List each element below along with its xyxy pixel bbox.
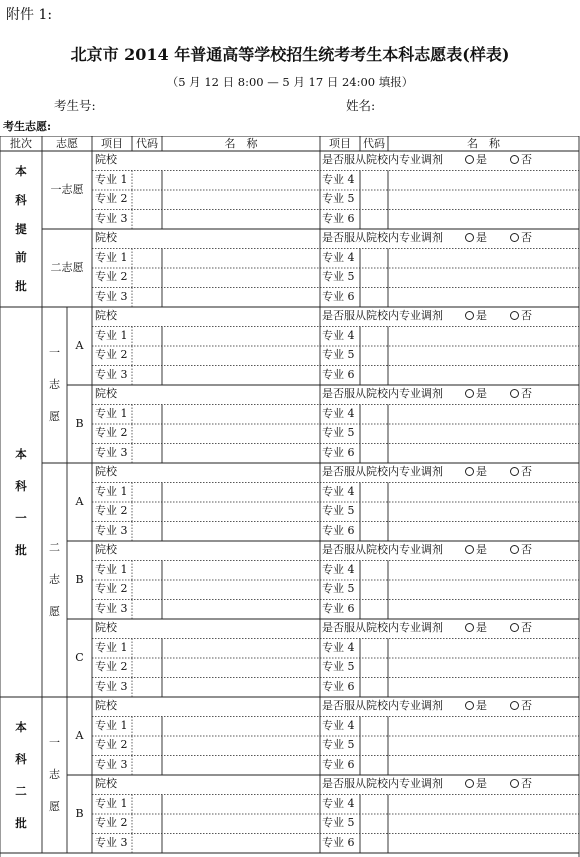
sub-choice-letter: B [75,573,84,586]
adjust-no-radio[interactable] [510,154,532,165]
major-row-label: 专业 6 [322,601,355,615]
major-row-label: 专业 1 [95,250,128,264]
header-choice: 志愿 [56,137,78,150]
sub-choice-letter: A [75,339,84,352]
header-name-right: 名 称 [467,137,500,150]
radio-circle-icon [510,545,519,554]
major-row-label: 专业 3 [95,289,128,303]
adjust-no-label: 否 [521,387,532,400]
choice-label: 一 志 愿 [49,346,60,423]
major-row-label: 专业 5 [322,660,355,673]
adjust-yes-radio[interactable] [465,310,487,321]
major-row-label: 专业 6 [322,445,355,459]
major-row-label: 专业 6 [322,523,355,537]
batch-label: 本 科 二 批 [15,720,27,830]
adjust-question: 是否服从院校内专业调剂 [322,543,443,556]
major-row-label: 专业 6 [322,289,355,303]
adjust-yes-label: 是 [476,777,487,790]
header-code: 代码 [136,137,158,150]
header-code-right: 代码 [363,137,385,150]
adjust-no-label: 否 [521,309,532,322]
adjust-no-radio[interactable] [510,232,532,243]
major-row-label: 专业 4 [322,328,355,342]
major-row-label: 专业 4 [322,640,355,654]
radio-circle-icon [465,233,474,242]
adjust-question: 是否服从院校内专业调剂 [322,621,443,634]
major-row-label: 专业 1 [95,640,128,654]
major-row-label: 专业 3 [95,601,128,615]
major-row-label: 专业 3 [95,523,128,537]
adjust-question: 是否服从院校内专业调剂 [322,465,443,478]
radio-circle-icon [465,623,474,632]
major-row-label: 专业 2 [95,270,128,283]
choice-label: 二志愿 [50,261,84,274]
college-row-label: 院校 [95,387,117,400]
section-label: 考生志愿: [3,120,52,133]
adjust-no-radio[interactable] [510,310,532,321]
batch-label: 本 科 一 批 [15,447,27,557]
major-row-label: 专业 4 [322,562,355,576]
adjust-yes-label: 是 [476,309,487,322]
adjust-no-label: 否 [521,777,532,790]
choice-label: 一 志 愿 [49,736,60,813]
major-row-label: 专业 5 [322,816,355,829]
major-row-label: 专业 2 [95,504,128,517]
major-row-label: 专业 1 [95,406,128,420]
radio-circle-icon [465,389,474,398]
adjust-no-radio[interactable] [510,778,532,789]
adjust-question: 是否服从院校内专业调剂 [322,777,443,790]
header-item: 项目 [101,137,123,150]
major-row-label: 专业 1 [95,172,128,186]
college-row-label: 院校 [95,309,117,322]
adjust-yes-radio[interactable] [465,700,487,711]
radio-circle-icon [510,155,519,164]
major-row-label: 专业 2 [95,660,128,673]
major-row-label: 专业 1 [95,328,128,342]
major-row-label: 专业 2 [95,192,128,205]
college-row-label: 院校 [95,465,117,478]
adjust-no-radio[interactable] [510,388,532,399]
major-row-label: 专业 3 [95,367,128,381]
adjust-yes-label: 是 [476,231,487,244]
major-row-label: 专业 4 [322,172,355,186]
adjust-no-label: 否 [521,465,532,478]
sub-choice-letter: C [75,651,84,664]
header-batch: 批次 [10,137,32,150]
radio-circle-icon [510,389,519,398]
sub-choice-letter: B [75,807,84,820]
adjust-no-label: 否 [521,543,532,556]
major-row-label: 专业 6 [322,757,355,771]
radio-circle-icon [510,623,519,632]
major-row-label: 专业 1 [95,562,128,576]
sub-choice-letter: A [75,729,84,742]
adjust-yes-radio[interactable] [465,154,487,165]
major-row-label: 专业 5 [322,504,355,517]
radio-circle-icon [465,701,474,710]
major-row-label: 专业 4 [322,406,355,420]
sub-choice-letter: B [75,417,84,430]
application-form-table [0,136,580,857]
major-row-label: 专业 5 [322,426,355,439]
college-row-label: 院校 [95,777,117,790]
batch-label: 本 科 提 前 批 [15,163,27,294]
major-row-label: 专业 6 [322,835,355,849]
major-row-label: 专业 2 [95,582,128,595]
adjust-yes-radio[interactable] [465,466,487,477]
radio-circle-icon [510,467,519,476]
radio-circle-icon [465,779,474,788]
radio-circle-icon [510,701,519,710]
adjust-yes-radio[interactable] [465,544,487,555]
major-row-label: 专业 6 [322,211,355,225]
adjust-yes-label: 是 [476,621,487,634]
college-row-label: 院校 [95,231,117,244]
major-row-label: 专业 2 [95,348,128,361]
major-row-label: 专业 5 [322,192,355,205]
adjust-no-radio[interactable] [510,700,532,711]
major-row-label: 专业 1 [95,484,128,498]
adjust-no-label: 否 [521,699,532,712]
major-row-label: 专业 5 [322,582,355,595]
adjust-yes-label: 是 [476,153,487,166]
radio-circle-icon [465,155,474,164]
header-item-right: 项目 [329,137,351,150]
choice-label: 一志愿 [50,183,84,196]
radio-circle-icon [510,233,519,242]
major-row-label: 专业 4 [322,718,355,732]
adjust-yes-label: 是 [476,465,487,478]
major-row-label: 专业 2 [95,738,128,751]
adjust-question: 是否服从院校内专业调剂 [322,699,443,712]
attachment-label: 附件 1: [6,7,53,23]
major-row-label: 专业 6 [322,679,355,693]
adjust-no-radio[interactable] [510,544,532,555]
radio-circle-icon [465,545,474,554]
major-row-label: 专业 4 [322,796,355,810]
radio-circle-icon [510,779,519,788]
filing-period: （5 月 12 日 8:00 — 5 月 17 日 24:00 填报） [166,75,414,89]
adjust-yes-radio[interactable] [465,388,487,399]
adjust-yes-label: 是 [476,387,487,400]
candidate-name-label: 姓名: [346,98,376,113]
major-row-label: 专业 2 [95,816,128,829]
major-row-label: 专业 5 [322,348,355,361]
radio-circle-icon [465,311,474,320]
adjust-no-label: 否 [521,153,532,166]
major-row-label: 专业 3 [95,835,128,849]
adjust-no-label: 否 [521,231,532,244]
exam-number-label: 考生号: [54,98,96,113]
adjust-yes-radio[interactable] [465,778,487,789]
radio-circle-icon [465,467,474,476]
major-row-label: 专业 3 [95,445,128,459]
major-row-label: 专业 5 [322,738,355,751]
radio-circle-icon [510,311,519,320]
adjust-question: 是否服从院校内专业调剂 [322,153,443,166]
college-row-label: 院校 [95,543,117,556]
adjust-question: 是否服从院校内专业调剂 [322,231,443,244]
major-row-label: 专业 3 [95,679,128,693]
college-row-label: 院校 [95,621,117,634]
major-row-label: 专业 3 [95,211,128,225]
major-row-label: 专业 1 [95,718,128,732]
major-row-label: 专业 6 [322,367,355,381]
major-row-label: 专业 2 [95,426,128,439]
sub-choice-letter: A [75,495,84,508]
major-row-label: 专业 3 [95,757,128,771]
major-row-label: 专业 1 [95,796,128,810]
header-name: 名 称 [224,137,258,150]
adjust-question: 是否服从院校内专业调剂 [322,309,443,322]
adjust-question: 是否服从院校内专业调剂 [322,387,443,400]
adjust-yes-radio[interactable] [465,232,487,243]
page-title: 北京市 2014 年普通高等学校招生统考考生本科志愿表(样表) [70,45,510,64]
major-row-label: 专业 4 [322,484,355,498]
choice-label: 二 志 愿 [49,541,60,618]
adjust-no-radio[interactable] [510,466,532,477]
major-row-label: 专业 4 [322,250,355,264]
adjust-yes-label: 是 [476,543,487,556]
college-row-label: 院校 [95,153,117,166]
adjust-yes-radio[interactable] [465,622,487,633]
college-row-label: 院校 [95,699,117,712]
adjust-yes-label: 是 [476,699,487,712]
adjust-no-radio[interactable] [510,622,532,633]
adjust-no-label: 否 [521,621,532,634]
major-row-label: 专业 5 [322,270,355,283]
